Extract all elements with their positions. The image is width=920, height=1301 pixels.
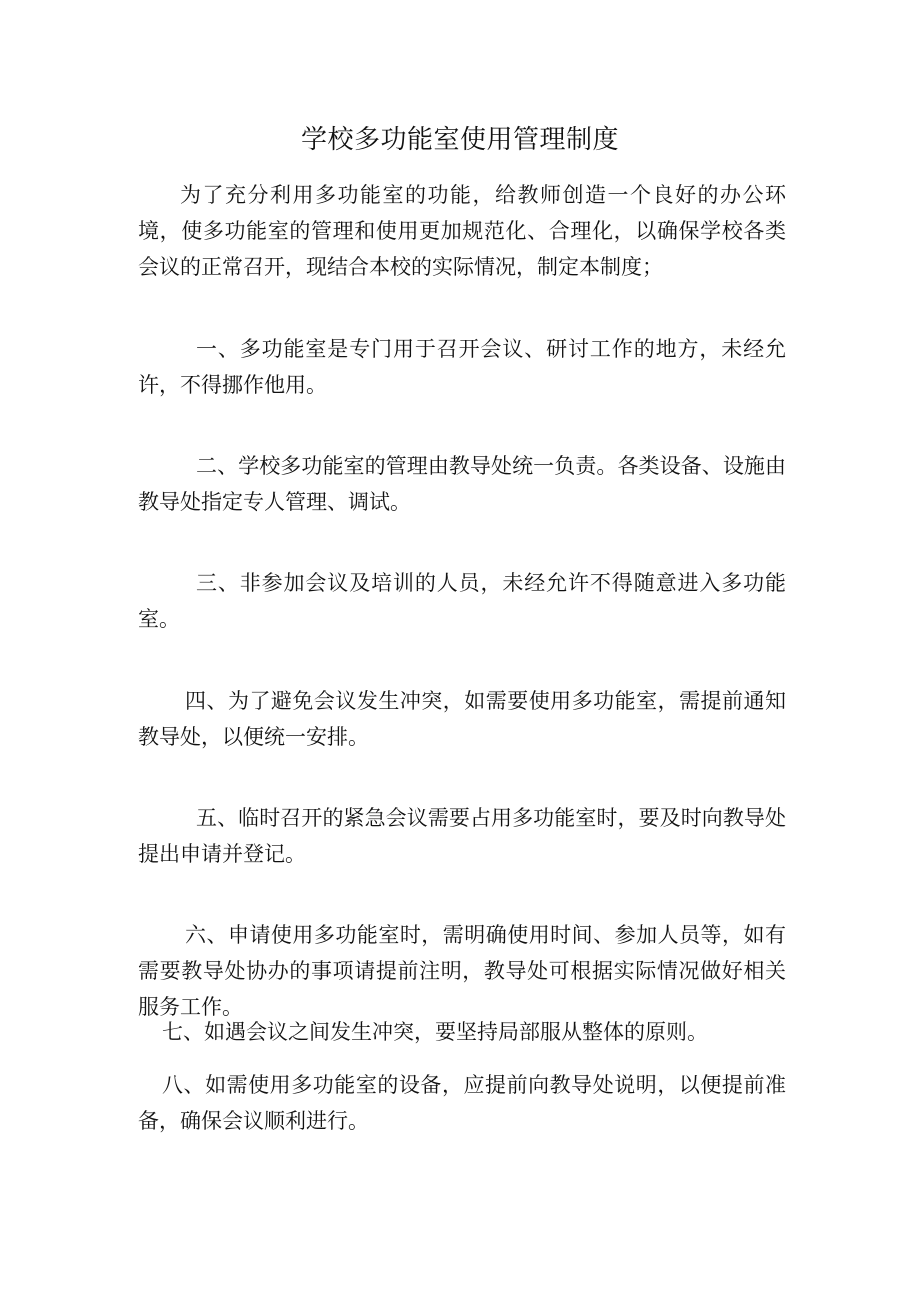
rule-item-8: 八、如需使用多功能室的设备，应提前向教导处说明，以便提前准备，确保会议顺利进行。 [138, 1073, 786, 1133]
intro-paragraph: 为了充分利用多功能室的功能，给教师创造一个良好的办公环境，使多功能室的管理和使用更加规范化、合理化，以确保学校各类会议的正常召开，现结合本校的实际情况，制定本制度； [138, 183, 786, 279]
rule-item-6: 六、申请使用多功能室时，需明确使用时间、参加人员等，如有需要教导处协办的事项请提前注明，教导处可根据实际情况做好相关服务工作。 [138, 923, 786, 1019]
rule-item-5: 五、临时召开的紧急会议需要占用多功能室时，要及时向教导处提出申请并登记。 [138, 806, 786, 866]
document-title: 学校多功能室使用管理制度 [300, 125, 619, 155]
rule-item-2: 二、学校多功能室的管理由教导处统一负责。各类设备、设施由教导处指定专人管理、调试。 [138, 454, 786, 514]
rule-item-3: 三、非参加会议及培训的人员，未经允许不得随意进入多功能室。 [138, 571, 786, 631]
rule-item-1: 一、多功能室是专门用于召开会议、研讨工作的地方，未经允许，不得挪作他用。 [138, 337, 786, 397]
rule-item-7: 七、如遇会议之间发生冲突，要坚持局部服从整体的原则。 [162, 1020, 708, 1044]
rule-item-4: 四、为了避免会议发生冲突，如需要使用多功能室，需提前通知教导处，以便统一安排。 [138, 689, 786, 749]
